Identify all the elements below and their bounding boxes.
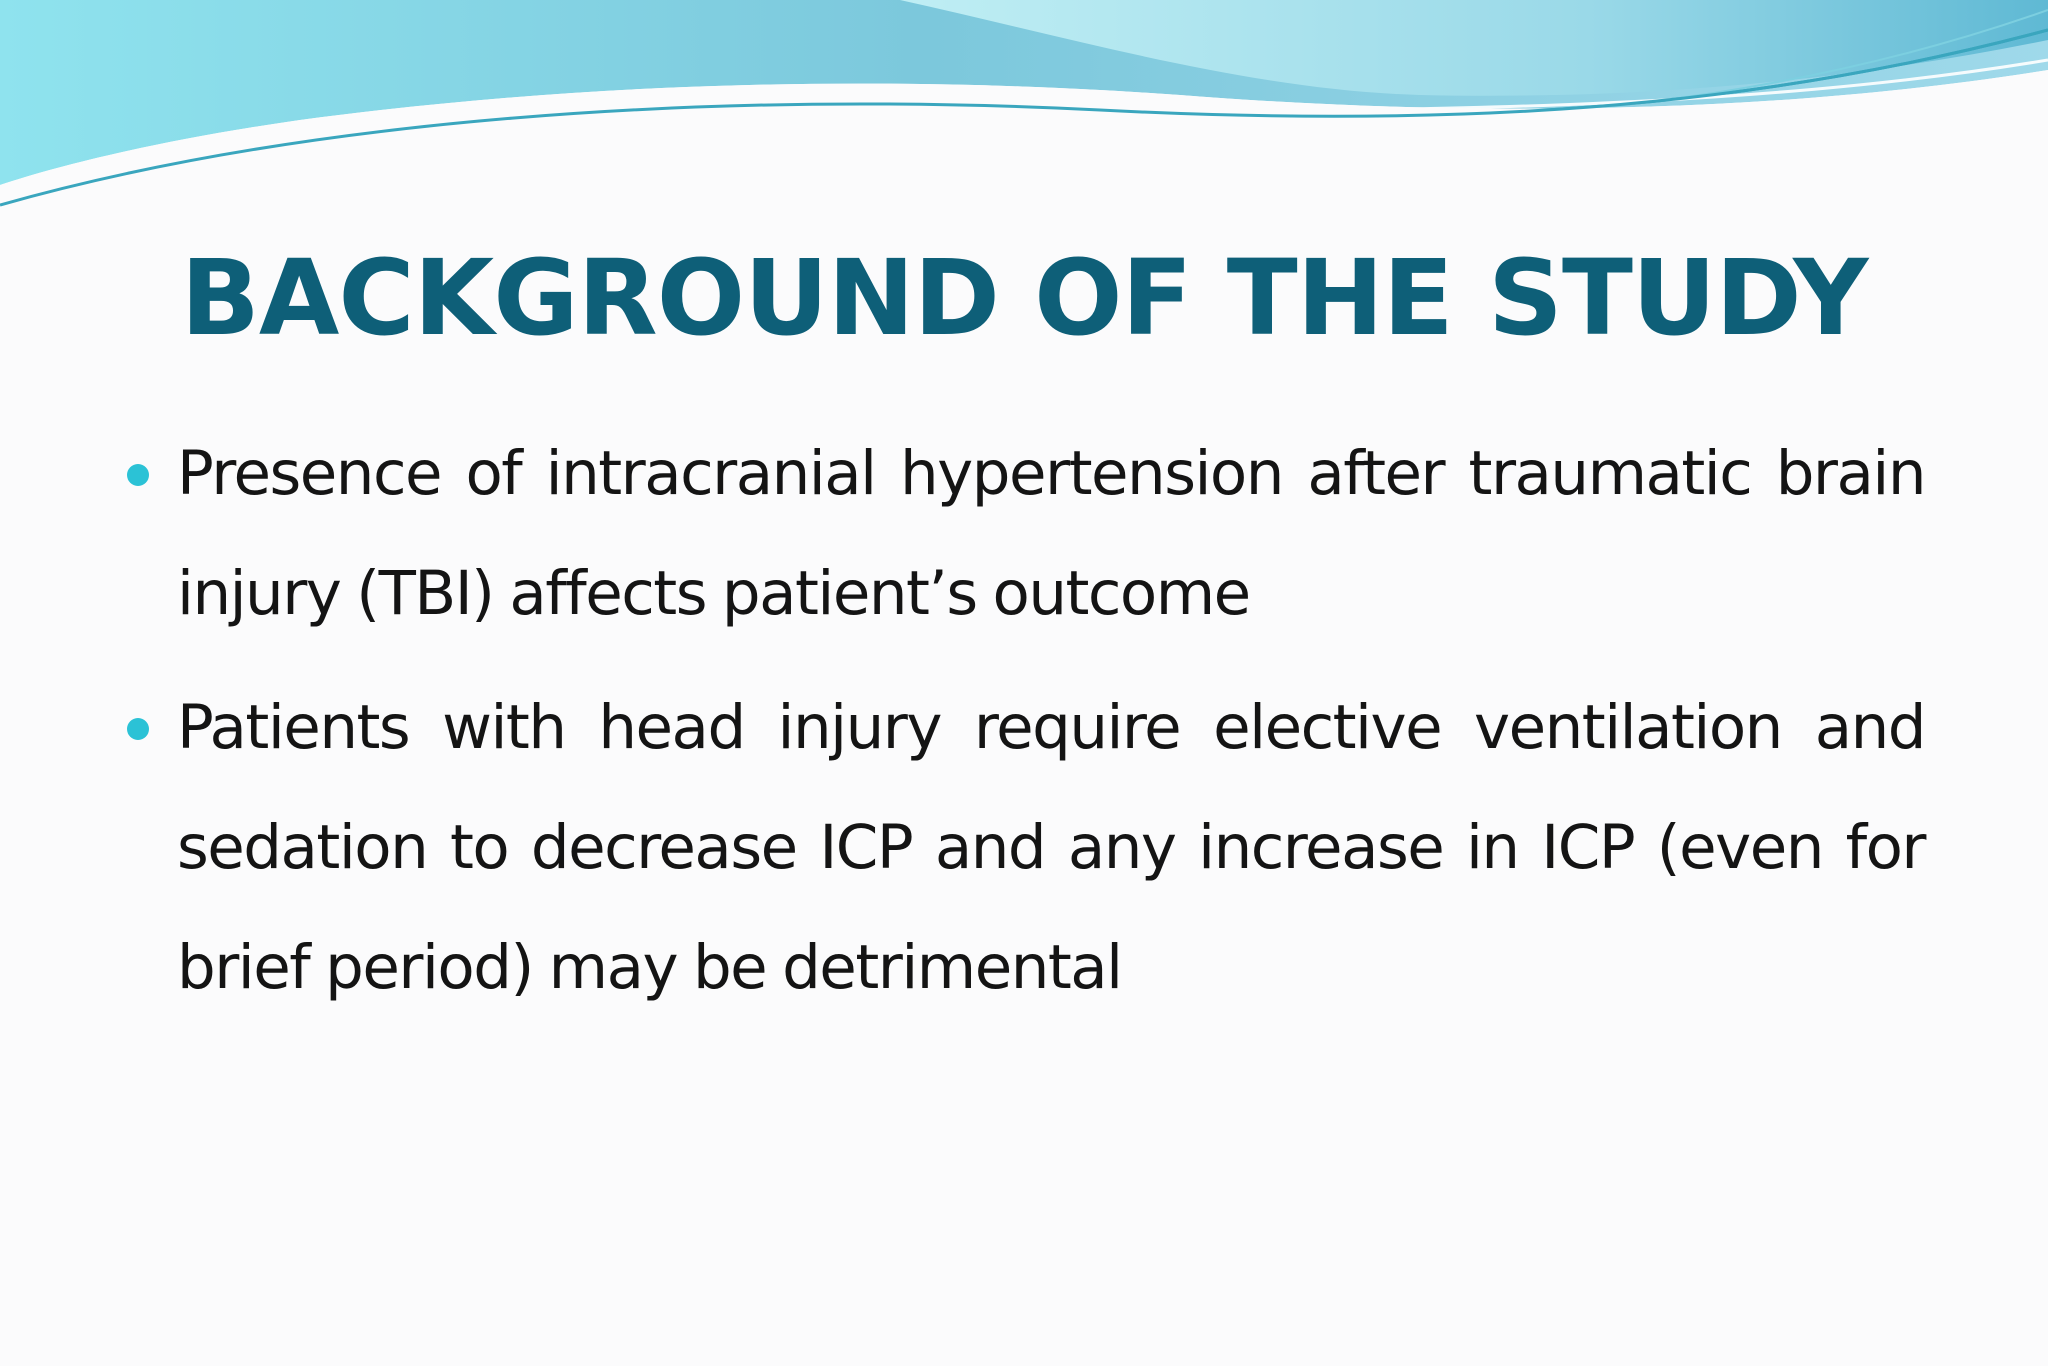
bullet-item (125, 668, 1925, 1028)
bullet-text: Presence of intracranial hypertension after traumatic brain injury (TBI) affects patient’s outcome (177, 438, 1925, 629)
bullet-list (125, 414, 1925, 1042)
bullet-dot-icon (127, 464, 149, 486)
header-wave-decoration (0, 0, 2048, 220)
bullet-dot-icon (127, 718, 149, 740)
bullet-text: Patients with head injury require elective ventilation and sedation to decrease ICP and any increase in ICP (even for brief period) may be detrimental (177, 692, 1925, 1003)
bullet-item (125, 414, 1925, 654)
slide-title: BACKGROUND OF THE STUDY (180, 237, 1868, 359)
